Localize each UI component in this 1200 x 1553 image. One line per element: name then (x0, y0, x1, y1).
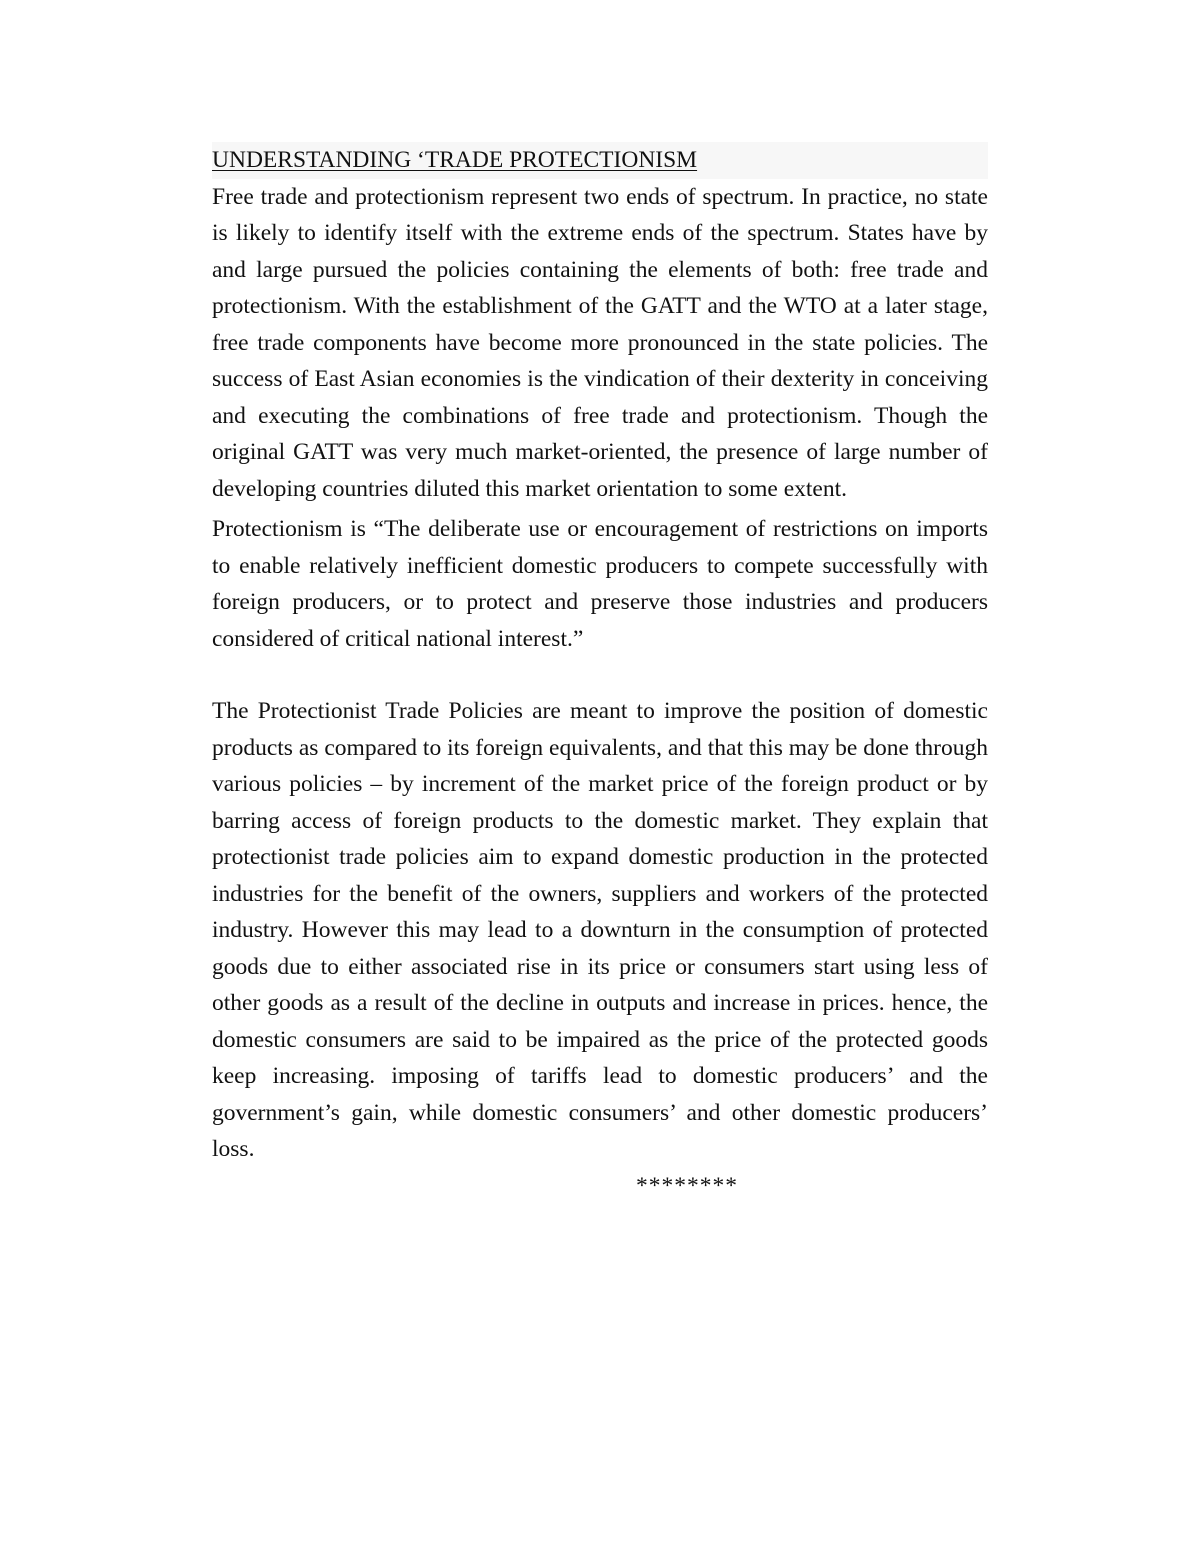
end-marker: ******** (636, 1172, 738, 1199)
paragraph-protectionism-definition: Protectionism is “The deliberate use or encouragement of restrictions on imports to enable relatively inefficient domestic producers to compete successfully with foreign producers, or to protect and preserve those industries and producers considered of critical national interest.” (212, 516, 988, 652)
document-body (212, 142, 988, 1204)
paragraph-free-trade: Free trade and protectionism represent two ends of spectrum. In practice, no state is likely to identify itself with the extreme ends of the spectrum. States have by and large pursued the policies containing the elements of both: free trade and protectionism. With the establishment of the GATT and the WTO at a later stage, free trade components have become more pronounced in the state policies. The success of East Asian economies is the vindication of their dexterity in conceiving and executing the combinations of free trade and protectionism. Though the original GATT was very much market-oriented, the presence of large number of developing countries diluted this market orientation to some extent. (212, 183, 988, 502)
paragraph-protectionist-policies: The Protectionist Trade Policies are meant to improve the position of domestic products as compared to its foreign equivalents, and that this may be done through various policies – by increment of the market price of the foreign product or by barring access of foreign products to the domestic market. They explain that protectionist trade policies aim to expand domestic production in the protected industries for the benefit of the owners, suppliers and workers of the protected industry. However this may lead to a downturn in the consumption of protected goods due to either associated rise in its price or consumers start using less of other goods as a result of the decline in outputs and increase in prices. hence, the domestic consumers are said to be impaired as the price of the protected goods keep increasing. imposing of tariffs lead to domestic producers’ and the government’s gain, while domestic consumers’ and other domestic producers’ loss. (212, 698, 988, 1162)
document-title: UNDERSTANDING ‘TRADE PROTECTIONISM (212, 142, 988, 179)
